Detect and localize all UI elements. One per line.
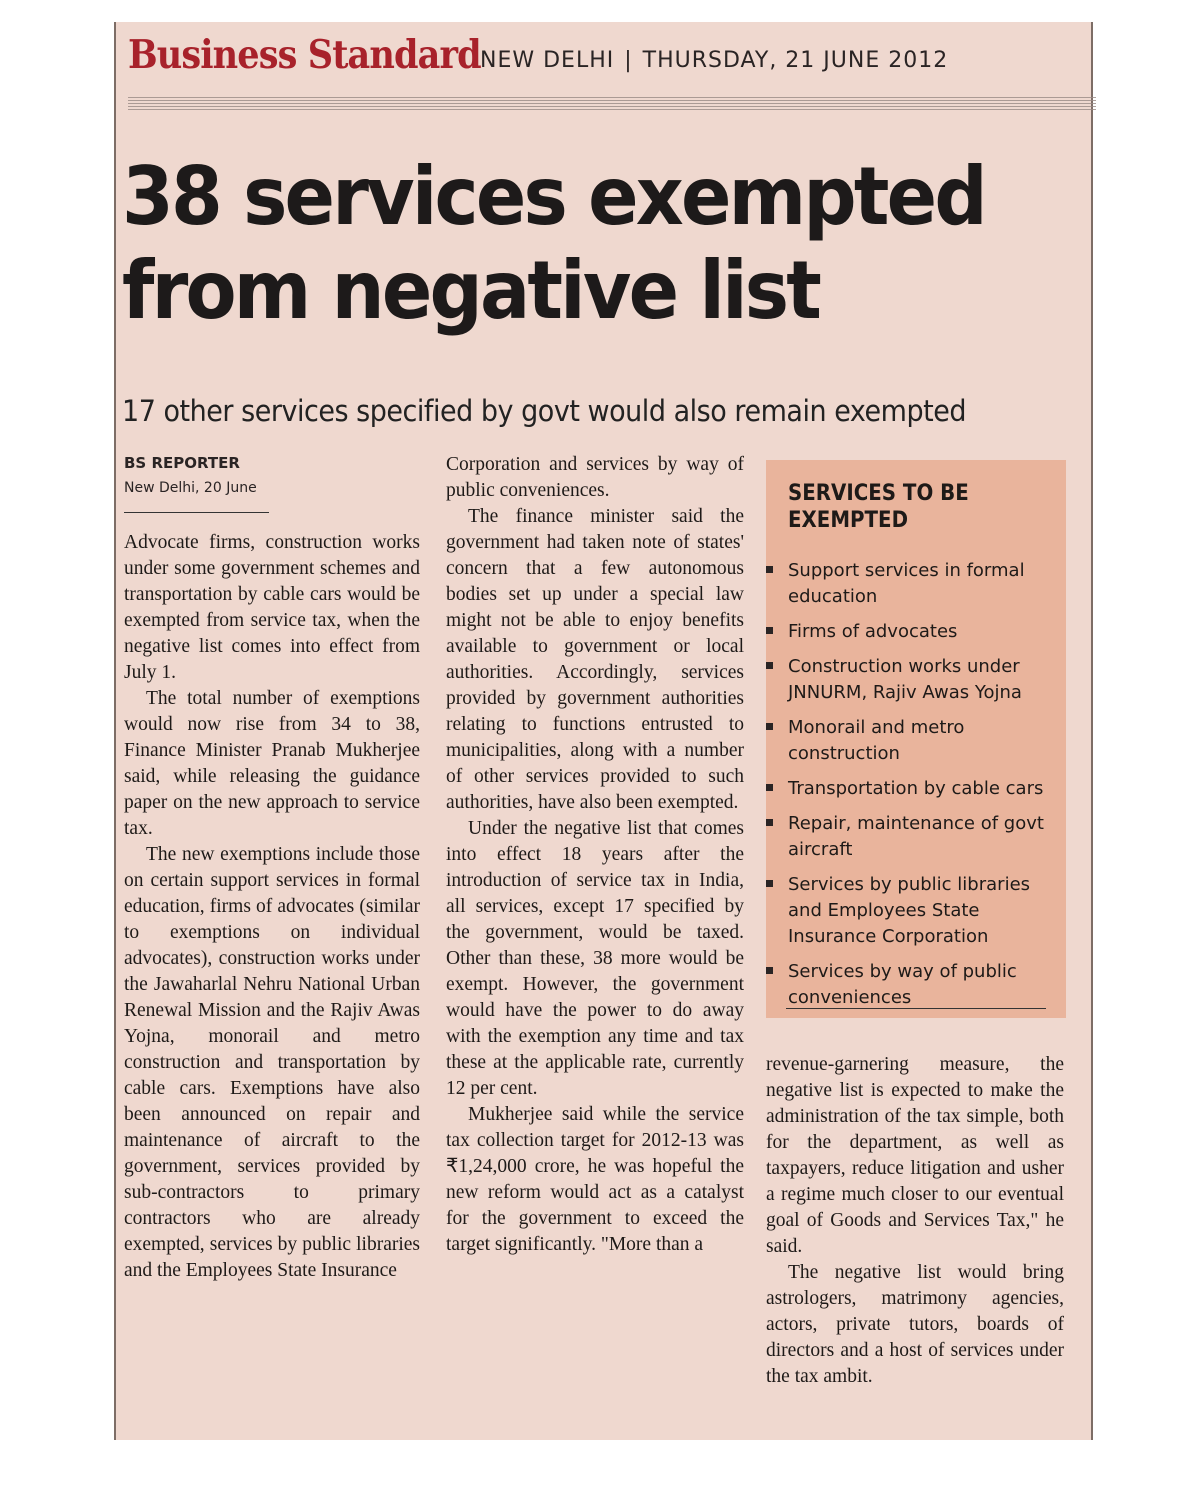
newspaper-logo: Business Standard: [128, 32, 481, 78]
sidebar-box: [766, 460, 1066, 1018]
list-item: Transportation by cable cars: [766, 776, 1066, 802]
paragraph: Corporation and services by way of public conveniences.: [446, 454, 744, 501]
list-item: Monorail and metro construction: [766, 715, 1066, 767]
sidebar-rule: [786, 1008, 1046, 1009]
paragraph: revenue-garnering measure, the negative list is expected to make the administration of the tax simple, both for the department, as well as taxpayers, reduce litigation and usher a regime much closer to our eventual goal of Goods and Services Tax," he said.: [766, 1054, 1064, 1257]
list-item: Support services in formal education: [766, 558, 1066, 610]
list-item: Repair, maintenance of govt aircraft: [766, 811, 1066, 863]
bullet-square-icon: [766, 784, 773, 791]
subheadline: 17 other services specified by govt would also remain exempted: [122, 394, 967, 428]
article-column-1: [124, 530, 420, 1284]
byline-location: New Delhi, 20 June: [124, 480, 257, 496]
dateline-date: THURSDAY, 21 JUNE 2012: [642, 48, 949, 73]
paragraph: Under the negative list that comes into effect 18 years after the introduction of service tax in India, all services, except 17 specified by the government, would be taxed. Other than these, 38 more would be exempt. However, the government would have the power to do away with the exemption any time and tax these at the applicable rate, currently 12 per cent.: [446, 818, 744, 1099]
byline: [124, 454, 257, 496]
sidebar-title: SERVICES TO BE EXEMPTED: [788, 481, 969, 533]
headline: 38 services exempted from negative list: [122, 150, 985, 337]
list-item: Firms of advocates: [766, 619, 1066, 645]
paragraph: The negative list would bring astrologers, matrimony agencies, actors, private tutors, boards of directors and a host of services under the tax ambit.: [766, 1262, 1064, 1387]
bullet-square-icon: [766, 566, 773, 573]
bullet-square-icon: [766, 880, 773, 887]
dateline: [480, 48, 948, 73]
masthead: [128, 32, 1078, 92]
bullet-square-icon: [766, 662, 773, 669]
newspaper-clipping: [114, 22, 1093, 1440]
article-column-3: [766, 1052, 1064, 1390]
byline-rule: [124, 512, 269, 513]
bullet-square-icon: [766, 819, 773, 826]
paragraph: Mukherjee said while the service tax collection target for 2012-13 was ₹1,24,000 crore, he was hopeful the new reform would act as a catalyst for the government to exceed the target significantly. "More than a: [446, 1104, 744, 1255]
bullet-square-icon: [766, 967, 773, 974]
bullet-square-icon: [766, 723, 773, 730]
list-item: Services by public libraries and Employees State Insurance Corporation: [766, 872, 1066, 950]
list-item: Construction works under JNNURM, Rajiv Awas Yojna: [766, 654, 1066, 706]
masthead-rule: [128, 96, 1096, 110]
byline-reporter: BS REPORTER: [124, 454, 240, 472]
paragraph: The finance minister said the government had taken note of states' concern that a few autonomous bodies set up under a special law might not be able to enjoy benefits available to government or local authorities. Accordingly, services provided by government authorities relating to functions entrusted to municipalities, along with a number of other services provided to such authorities, have also been exempted.: [446, 506, 744, 813]
sidebar-list: [766, 558, 1066, 1020]
bullet-square-icon: [766, 627, 773, 634]
paragraph: Advocate firms, construction works under some government schemes and transportation by cable cars would be exempted from service tax, when the negative list comes into effect from July 1.: [124, 532, 420, 683]
paragraph: The new exemptions include those on certain support services in formal education, firms of advocates (similar to exemptions on individual advocates), construction works under the Jawaharlal Nehru National Urban Renewal Mission and the Rajiv Awas Yojna, monorail and metro construction and transportation by cable cars. Exemptions have also been announced on repair and maintenance of aircraft to the government, services provided by sub-contractors to primary contractors who are already exempted, services by public libraries and the Employees State Insurance: [124, 844, 420, 1281]
dateline-city: NEW DELHI: [480, 48, 615, 73]
dateline-separator: |: [624, 48, 633, 73]
list-item: Services by way of public conveniences: [766, 959, 1066, 1011]
article-column-2: [446, 452, 744, 1258]
paragraph: The total number of exemptions would now rise from 34 to 38, Finance Minister Pranab Mukherjee said, while releasing the guidance paper on the new approach to service tax.: [124, 688, 420, 839]
